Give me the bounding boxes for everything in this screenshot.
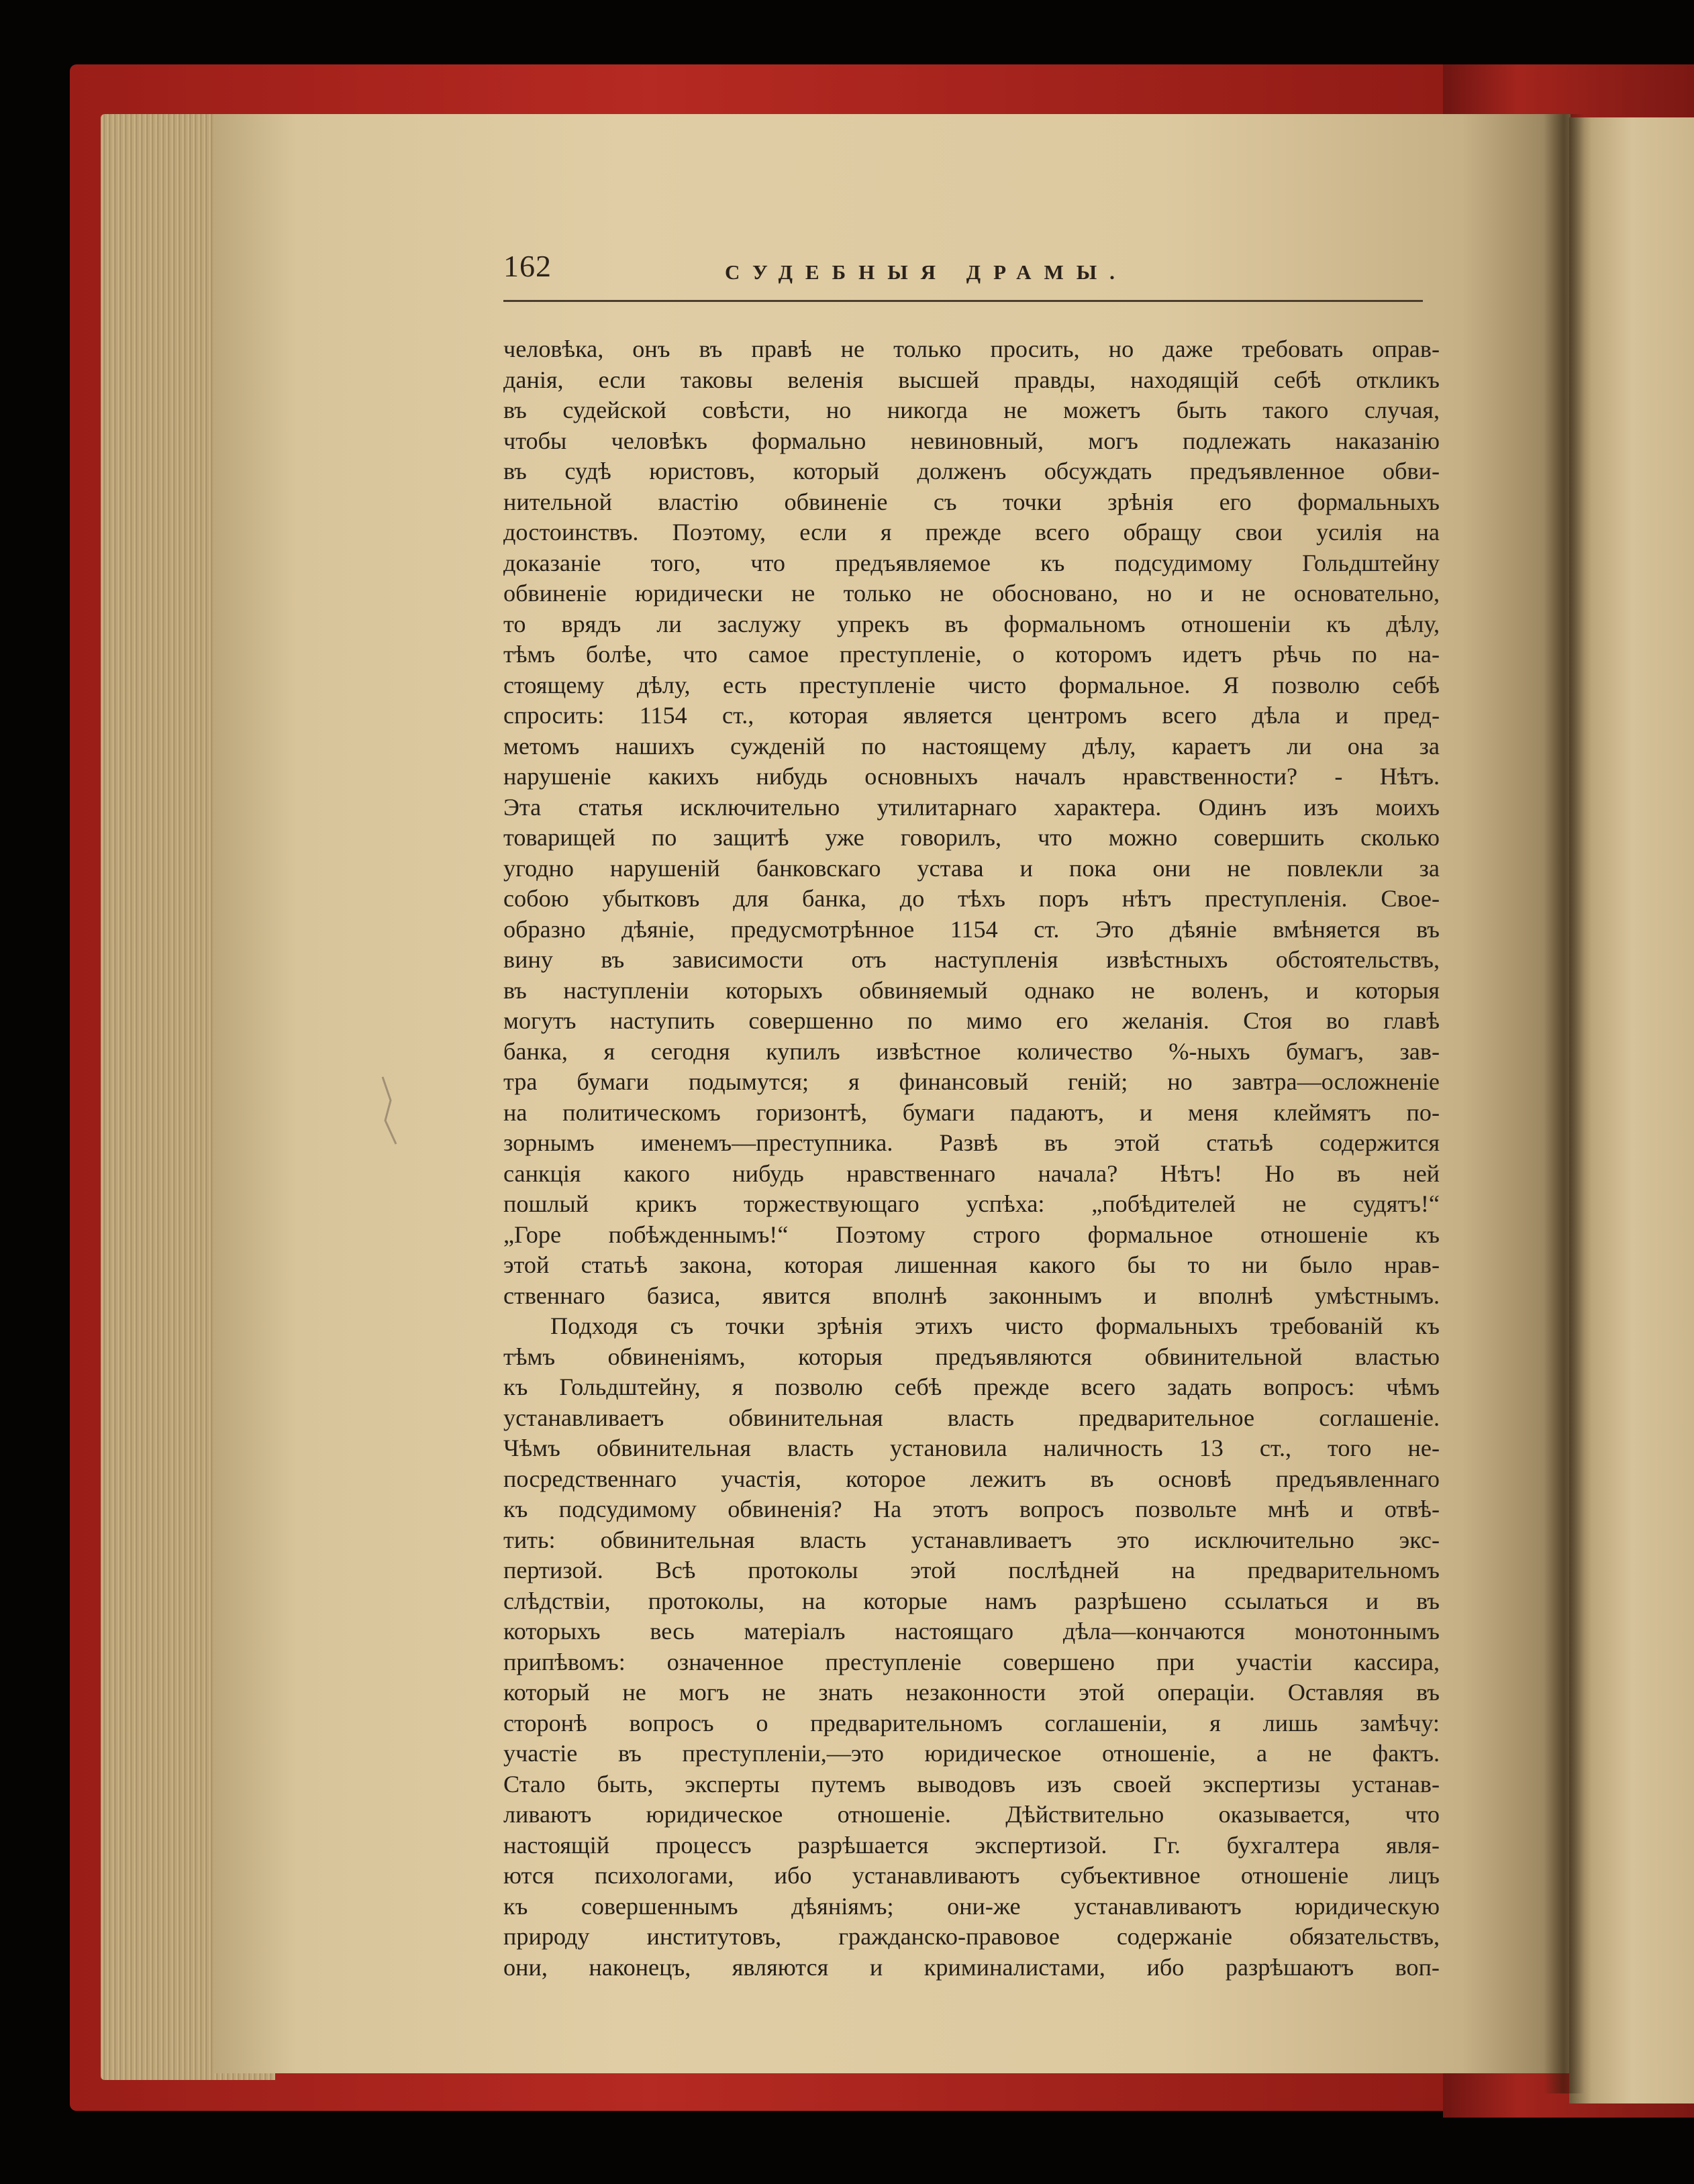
page-header bbox=[503, 248, 1423, 302]
text-line: въ наступленіи которыхъ обвиняемый однако не воленъ, и которыя bbox=[503, 976, 1440, 1004]
text-line: Чѣмъ обвинительная власть установила наличность 13 ст., того не- bbox=[503, 1435, 1440, 1461]
text-line: участіе въ преступленіи,—это юридическое отношеніе, а не фактъ. bbox=[503, 1740, 1440, 1767]
text-line: нарушеніе какихъ нибудь основныхъ началъ нравственности? - Нѣтъ. bbox=[503, 763, 1440, 790]
text-line: угодно нарушеній банковскаго устава и пока они не повлекли за bbox=[503, 854, 1440, 882]
text-line: обвиненіе юридически не только не обосновано, но и не основательно, bbox=[503, 580, 1440, 607]
text-line: ственнаго базиса, явится вполнѣ законнымъ и вполнѣ умѣстнымъ. bbox=[503, 1282, 1440, 1309]
text-line: этой статьѣ закона, которая лишенная какого бы то ни было нрав- bbox=[503, 1251, 1440, 1278]
text-line: къ подсудимому обвиненія? На этотъ вопросъ позвольте мнѣ и отвѣ- bbox=[503, 1496, 1440, 1522]
text-line: припѣвомъ: означенное преступленіе совершено при участіи кассира, bbox=[503, 1648, 1440, 1675]
text-line: могутъ наступить совершенно по мимо его желанія. Стоя во главѣ bbox=[503, 1007, 1440, 1034]
text-line: къ совершеннымъ дѣяніямъ; они-же устанавливаютъ юридическую bbox=[503, 1892, 1440, 1920]
text-line: данія, если таковы веленія высшей правды, находящій себѣ откликъ bbox=[503, 366, 1440, 393]
text-line: достоинствъ. Поэтому, если я прежде всего обращу свои усилія на bbox=[503, 519, 1440, 545]
header-rule bbox=[503, 300, 1423, 302]
text-line: тра бумаги подымутся; я финансовый геній; но завтра—осложненіе bbox=[503, 1068, 1440, 1095]
text-line: то врядъ ли заслужу упрекъ въ формальномъ отношеніи къ дѣлу, bbox=[503, 610, 1440, 637]
text-line: въ судейской совѣсти, но никогда не можетъ быть такого случая, bbox=[503, 397, 1440, 423]
text-line: „Горе побѣжденнымъ!“ Поэтому строго формальное отношеніе къ bbox=[503, 1220, 1440, 1248]
page-gutter-shadow bbox=[1544, 114, 1584, 2093]
text-line: пошлый крикъ торжествующаго успѣха: „побѣдителей не судятъ!“ bbox=[503, 1190, 1440, 1217]
text-line: тѣмъ болѣе, что самое преступленіе, о которомъ идетъ рѣчь по на- bbox=[503, 641, 1440, 668]
text-line: собою убытковъ для банка, до тѣхъ поръ нѣтъ преступленія. Свое- bbox=[503, 885, 1440, 912]
text-line: настоящій процессъ разрѣшается экспертизой. Гг. бухгалтера явля- bbox=[503, 1831, 1440, 1859]
text-line: ливаютъ юридическое отношеніе. Дѣйствительно оказывается, что bbox=[503, 1801, 1440, 1828]
running-title: СУДЕБНЫЯ ДРАМЫ. bbox=[725, 260, 1128, 284]
text-line: который не могъ не знать незаконности этой операціи. Оставляя въ bbox=[503, 1679, 1440, 1706]
text-line: банка, я сегодня купилъ извѣстное количество %-ныхъ бумагъ, зав- bbox=[503, 1037, 1440, 1065]
text-line: пертизой. Всѣ протоколы этой послѣдней на предварительномъ bbox=[503, 1557, 1440, 1583]
text-line: слѣдствіи, протоколы, на которые намъ разрѣшено ссылаться и въ bbox=[503, 1587, 1440, 1614]
text-line: зорнымъ именемъ—преступника. Развѣ въ этой статьѣ содержится bbox=[503, 1129, 1440, 1156]
text-line: чтобы человѣкъ формально невиновный, могъ подлежать наказанію bbox=[503, 427, 1440, 454]
body-text bbox=[503, 334, 1440, 1983]
text-line: устанавливаетъ обвинительная власть предварительное соглашеніе. bbox=[503, 1404, 1440, 1431]
text-line: ются психологами, ибо устанавливаютъ субъективное отношеніе лицъ bbox=[503, 1862, 1440, 1889]
text-line: метомъ нашихъ сужденій по настоящему дѣлу, караетъ ли она за bbox=[503, 732, 1440, 760]
pencil-mark-icon bbox=[376, 1074, 409, 1147]
text-line: тѣмъ обвиненіямъ, которыя предъявляются обвинительной властью bbox=[503, 1343, 1440, 1370]
text-line: спросить: 1154 ст., которая является центромъ всего дѣла и пред- bbox=[503, 702, 1440, 729]
facing-page bbox=[1569, 117, 1694, 2103]
text-line: санкція какого нибудь нравственнаго начала? Нѣтъ! Но въ ней bbox=[503, 1159, 1440, 1187]
text-line: нительной властію обвиненіе съ точки зрѣнія его формальныхъ bbox=[503, 488, 1440, 515]
text-line: доказаніе того, что предъявляемое къ подсудимому Гольдштейну bbox=[503, 549, 1440, 576]
text-line: они, наконецъ, являются и криминалистами, ибо разрѣшаютъ воп- bbox=[503, 1953, 1440, 1981]
text-line: которыхъ весь матеріалъ настоящаго дѣла—кончаются монотоннымъ bbox=[503, 1618, 1440, 1645]
text-line: Стало быть, эксперты путемъ выводовъ изъ своей экспертизы устанав- bbox=[503, 1770, 1440, 1798]
text-line: въ судѣ юристовъ, который долженъ обсуждать предъявленное обви- bbox=[503, 458, 1440, 484]
text-line: природу институтовъ, гражданско-правовое содержаніе обязательствъ, bbox=[503, 1923, 1440, 1950]
text-line: Эта статья исключительно утилитарнаго характера. Одинъ изъ моихъ bbox=[503, 793, 1440, 821]
page-number: 162 bbox=[503, 249, 552, 283]
text-line: вину въ зависимости отъ наступленія извѣстныхъ обстоятельствъ, bbox=[503, 946, 1440, 973]
text-line: посредственнаго участія, которое лежитъ въ основѣ предъявленнаго bbox=[503, 1465, 1440, 1492]
text-line: стоящему дѣлу, есть преступленіе чисто формальное. Я позволю себѣ bbox=[503, 671, 1440, 698]
text-line: товарищей по защитѣ уже говорилъ, что можно совершить сколько bbox=[503, 824, 1440, 851]
text-line: къ Гольдштейну, я позволю себѣ прежде всего задать вопросъ: чѣмъ bbox=[503, 1373, 1440, 1400]
text-line: человѣка, онъ въ правѣ не только просить, но даже требовать оправ- bbox=[503, 335, 1440, 362]
text-line: тить: обвинительная власть устанавливаетъ это исключительно экс- bbox=[503, 1526, 1440, 1553]
text-line: сторонѣ вопросъ о предварительномъ соглашеніи, я лишь замѣчу: bbox=[503, 1709, 1440, 1736]
text-line: образно дѣяніе, предусмотрѣнное 1154 ст. Это дѣяніе вмѣняется въ bbox=[503, 915, 1440, 943]
text-line: Подходя съ точки зрѣнія этихъ чисто формальныхъ требованій къ bbox=[550, 1312, 1440, 1339]
text-line: на политическомъ горизонтѣ, бумаги падаютъ, и меня клеймятъ по- bbox=[503, 1098, 1440, 1126]
